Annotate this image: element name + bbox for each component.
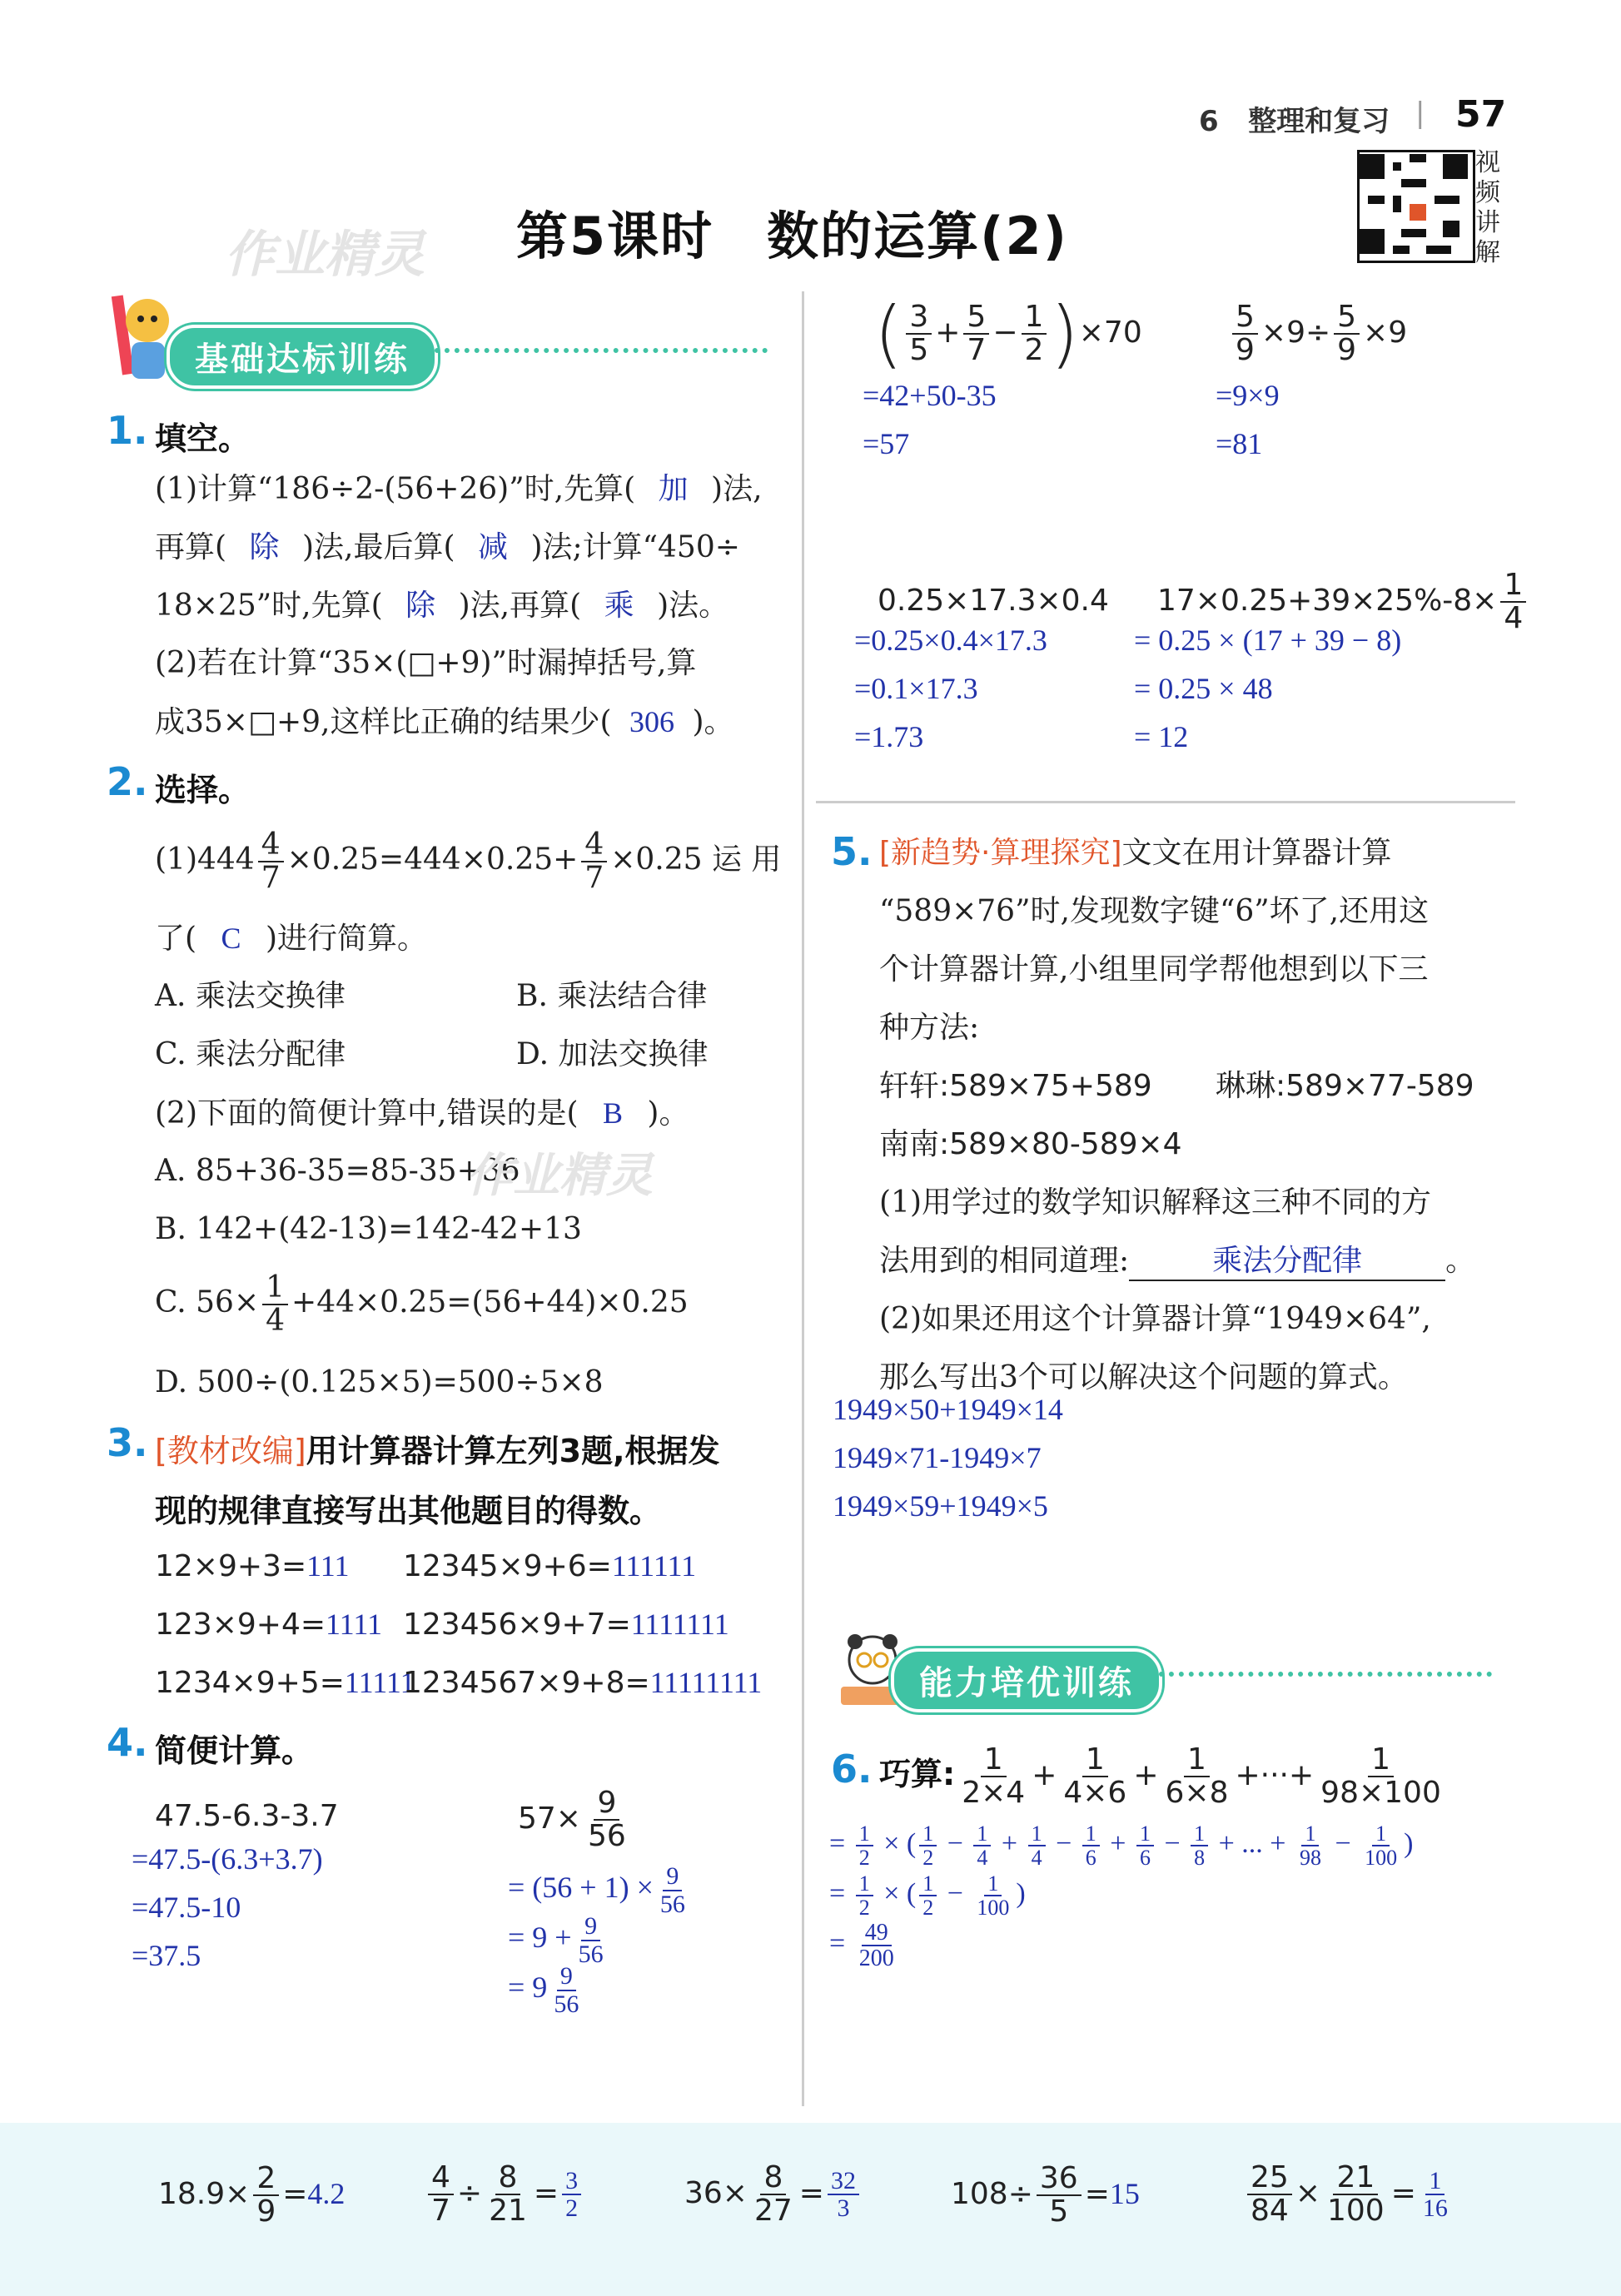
q3-row: 123456×9+7=1111111 xyxy=(403,1608,729,1642)
work-line: =1.73 xyxy=(854,720,924,753)
page-number: 57 xyxy=(1455,93,1507,136)
section-banner-advanced: 能力培优训练 xyxy=(891,1648,1162,1712)
work-line: = (56 + 1) × $\frac{9}{56}$ xyxy=(508,1863,692,1917)
bottom-expression: $\frac{25}{84}$ × $\frac{21}{100}$ = $\frac{1}{16}$ xyxy=(1244,2148,1454,2239)
option-c: C. 乘法分配律 xyxy=(155,1037,346,1071)
fraction: $\frac{5}{7}$ xyxy=(963,301,989,366)
fraction: $\frac{9}{56}$ xyxy=(587,1786,626,1853)
fraction: $\frac{9}{56}$ xyxy=(578,1912,604,1968)
work-line: =57 xyxy=(863,427,910,460)
answer: 1111111 xyxy=(630,1608,729,1641)
answer: 306 xyxy=(629,705,674,738)
work-line: = 0.25 × 48 xyxy=(1134,672,1273,705)
watermark: 作业精灵 xyxy=(225,226,425,284)
question-number: 2. xyxy=(107,759,148,804)
watermark: 作业精灵 xyxy=(466,1149,653,1203)
qr-code[interactable] xyxy=(1357,150,1475,263)
fraction: $\frac{4}{7}$ xyxy=(258,829,284,894)
q5-line-1: [新趋势·算理探究]文文在用计算器计算 xyxy=(879,836,1392,870)
work-line: = $\frac{1}{2}$ × ( $\frac{1}{2}$ − $\frac{1}{100}$ ) xyxy=(829,1871,1026,1921)
answer-line: 1949×71-1949×7 xyxy=(833,1441,1042,1474)
expression: ( $\frac{3}{5}$ + $\frac{5}{7}$ − $\frac{1}{2}$ )×70 xyxy=(874,291,1142,376)
answer: 乘 xyxy=(604,589,634,622)
expression: 47.5-6.3-3.7 xyxy=(155,1799,339,1833)
question-heading: 现的规律直接写出其他题目的得数。 xyxy=(155,1493,662,1529)
fraction: $\frac{5}{9}$ xyxy=(1232,301,1258,366)
section-banner-basic: 基础达标训练 xyxy=(167,325,438,389)
work-line: =9×9 xyxy=(1216,379,1280,412)
expression: 0.25×17.3×0.4 xyxy=(878,584,1109,618)
q5-line-6: 法用到的相同道理: 乘法分配律 。 xyxy=(879,1232,1475,1290)
work-line: =37.5 xyxy=(132,1939,201,1972)
question-number: 5. xyxy=(831,829,873,874)
answer: 加 xyxy=(658,472,689,505)
answer: 乘法分配律 xyxy=(1129,1241,1445,1281)
work-line: = 9 $\frac{9}{56}$ xyxy=(508,1963,585,2017)
answer-line: 1949×59+1949×5 xyxy=(833,1489,1048,1523)
answer: 4.2 xyxy=(307,2177,346,2210)
chapter-number: 6 xyxy=(1199,105,1219,138)
q3-row: 1234567×9+8=11111111 xyxy=(403,1666,763,1700)
answer: 除 xyxy=(249,530,280,564)
header-separator: | xyxy=(1415,97,1425,130)
answer-fraction: $\frac{49}{200}$ xyxy=(858,1919,894,1972)
question-heading: 填空。 xyxy=(155,420,251,457)
option-a: A. 乘法交换律 xyxy=(155,979,346,1013)
option-a: A. 85+36-35=85-35+36 xyxy=(155,1154,520,1188)
option-d: D. 500÷(0.125×5)=500÷5×8 xyxy=(155,1365,604,1399)
bottom-expression: 108÷ $\frac{36}{5}$ =15 xyxy=(951,2161,1140,2229)
fraction: $\frac{1}{2\times 4}$ xyxy=(962,1742,1026,1810)
work-line: =0.1×17.3 xyxy=(854,672,978,705)
q3-row: 12×9+3=111 xyxy=(155,1549,350,1583)
fraction: $\frac{1}{4}$ xyxy=(262,1272,288,1337)
bottom-expression: $\frac{4}{7}$ ÷ $\frac{8}{21}$ = $\frac{3}{2}$ xyxy=(425,2148,584,2239)
work-line: =47.5-10 xyxy=(132,1891,241,1924)
banner-dots xyxy=(1159,1672,1492,1677)
q3-row: 1234×9+5=11111 xyxy=(155,1666,415,1700)
section-divider xyxy=(816,801,1515,803)
option-c: C. 56× $\frac{1}{4}$ +44×0.25=(56+44)×0.25 xyxy=(155,1270,689,1338)
work-line: = 0.25 × (17 + 39 − 8) xyxy=(1134,624,1402,657)
expression: 17×0.25+39×25%-8× $\frac{1}{4}$ xyxy=(1157,559,1529,643)
fraction: $\frac{1}{98\times 100}$ xyxy=(1320,1742,1441,1810)
banner-dots xyxy=(435,348,768,353)
q5-line-2: “589×76”时,发现数字键“6”坏了,还用这 xyxy=(879,894,1430,928)
work-line: = 12 xyxy=(1134,720,1189,753)
expression: $\frac{5}{9}$ ×9÷ $\frac{5}{9}$ ×9 xyxy=(1229,291,1407,375)
work-line: = $\frac{49}{200}$ xyxy=(829,1915,901,1973)
q3-row: 123×9+4=1111 xyxy=(155,1608,383,1642)
chapter-label xyxy=(1199,98,1390,139)
expression: 57× $\frac{9}{56}$ xyxy=(518,1782,633,1856)
question-number: 1. xyxy=(107,408,148,453)
answer-fraction: $\frac{1}{16}$ xyxy=(1422,2166,1448,2222)
answer-line: 1949×50+1949×14 xyxy=(833,1393,1063,1426)
q2-line-2: 了( C )进行简算。 xyxy=(155,922,428,956)
answer: 除 xyxy=(405,589,436,622)
work-line: =0.25×0.4×17.3 xyxy=(854,624,1047,657)
page-title: 第5课时 数的运算(2) xyxy=(516,206,1068,266)
answer: 1111 xyxy=(326,1608,383,1641)
chapter-title: 整理和复习 xyxy=(1248,105,1390,138)
work-line: = 9 + $\frac{9}{56}$ xyxy=(508,1913,610,1967)
fraction: $\frac{1}{2}$ xyxy=(1022,301,1047,366)
fraction: $\frac{5}{9}$ xyxy=(1334,301,1360,366)
column-divider xyxy=(802,291,804,2106)
tag: [新趋势·算理探究] xyxy=(879,836,1122,870)
q1-line-4: (2)若在计算“35×(□+9)”时漏掉括号,算 xyxy=(155,646,697,680)
question-number: 6. xyxy=(831,1747,873,1792)
tag: [教材改编] xyxy=(155,1433,306,1469)
pencil-cat-icon xyxy=(102,287,177,387)
fraction: $\frac{3}{5}$ xyxy=(906,301,932,366)
work-line: =42+50-35 xyxy=(863,379,997,412)
answer: 111 xyxy=(306,1549,350,1583)
work-line: =81 xyxy=(1216,427,1263,460)
method: 轩轩:589×75+589 xyxy=(879,1069,1152,1103)
method: 琳琳:589×77-589 xyxy=(1216,1069,1474,1103)
answer: 15 xyxy=(1109,2177,1140,2210)
answer: B xyxy=(602,1096,623,1130)
q5-line-5: (1)用学过的数学知识解释这三种不同的方 xyxy=(879,1185,1431,1220)
fraction: $\frac{1}{4\times 6}$ xyxy=(1063,1742,1127,1810)
bottom-expression: 18.9× $\frac{2}{9}$ =4.2 xyxy=(158,2161,346,2229)
q5-line-4: 种方法: xyxy=(879,1011,980,1045)
option-b: B. 乘法结合律 xyxy=(516,979,708,1013)
option-b: B. 142+(42-13)=142-42+13 xyxy=(155,1212,582,1246)
q1-line-1: (1)计算“186÷2-(56+26)”时,先算( 加 )法, xyxy=(155,472,763,506)
question-heading: 简便计算。 xyxy=(155,1732,314,1769)
q5-line-7: (2)如果还用这个计算器计算“1949×64”, xyxy=(879,1302,1431,1336)
work-line: =47.5-(6.3+3.7) xyxy=(132,1842,323,1876)
fraction: $\frac{4}{7}$ xyxy=(581,829,607,894)
answer: 减 xyxy=(477,530,508,564)
q5-line-3: 个计算器计算,小组里同学帮他想到以下三 xyxy=(879,952,1429,986)
q2-line-3: (2)下面的简便计算中,错误的是( B )。 xyxy=(155,1096,689,1131)
question-heading: 选择。 xyxy=(155,772,251,808)
work-line: = $\frac{1}{2}$ × ( $\frac{1}{2}$ − $\frac{1}{4}$ + $\frac{1}{4}$ − $\frac{1}{6}$ + $\frac{1}{6}$ − $\frac{1}{8}$ + ... + $\frac{1}{98}$ − $\frac{1}{100}$ ) xyxy=(829,1821,1414,1871)
q1-line-3: 18×25”时,先算( 除 )法,再算( 乘 )法。 xyxy=(155,589,729,623)
question-heading: [教材改编]用计算器计算左列3题,根据发 xyxy=(155,1433,720,1469)
answer: 11111 xyxy=(344,1666,415,1699)
fraction: $\frac{9}{56}$ xyxy=(554,1962,579,2018)
method: 南南:589×80-589×4 xyxy=(879,1127,1182,1161)
answer: C xyxy=(221,922,241,955)
q3-row: 12345×9+6=111111 xyxy=(403,1549,697,1583)
answer: 11111111 xyxy=(649,1666,763,1699)
bottom-expression: 36× $\frac{8}{27}$ = $\frac{32}{3}$ xyxy=(684,2148,863,2239)
fraction: $\frac{1}{4}$ xyxy=(1500,569,1526,634)
q5-line-8: 那么写出3个可以解决这个问题的算式。 xyxy=(879,1360,1408,1394)
answer-fraction: $\frac{32}{3}$ xyxy=(828,2168,859,2222)
q2-line-1: (1)444 $\frac{4}{7}$ ×0.25=444×0.25+ $\frac{4}{7}$ ×0.25 运 用 xyxy=(155,827,782,895)
question-number: 4. xyxy=(107,1720,148,1765)
fraction: $\frac{1}{6\times 8}$ xyxy=(1165,1742,1229,1810)
answer-fraction: $\frac{3}{2}$ xyxy=(562,2168,581,2222)
fraction: $\frac{9}{56}$ xyxy=(659,1862,685,1918)
option-d: D. 加法交换律 xyxy=(516,1037,709,1071)
q1-line-2: 再算( 除 )法,最后算( 减 )法;计算“450÷ xyxy=(155,530,740,564)
question-number: 3. xyxy=(107,1420,148,1465)
answer: 111111 xyxy=(611,1549,697,1583)
qr-label: 视频讲解 xyxy=(1475,148,1500,267)
q6-expression: 巧算: $\frac{1}{2\times 4}$ + $\frac{1}{4\times 6}$ + $\frac{1}{6\times 8}$ +···+ $\frac{1}{98\times 100}$ xyxy=(879,1728,1448,1821)
q1-line-5: 成35×□+9,这样比正确的结果少( 306 )。 xyxy=(155,705,734,739)
qr-code-icon xyxy=(1360,152,1468,256)
